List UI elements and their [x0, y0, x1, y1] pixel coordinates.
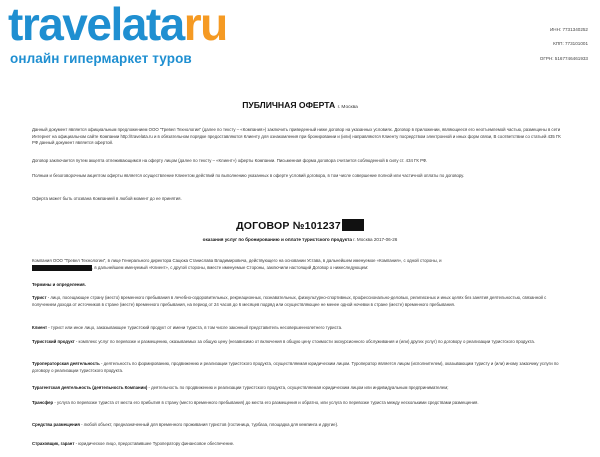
section-terms-heading: Термины и определения.: [32, 282, 86, 287]
contract-place-date: г. Москва 2017-06-26: [353, 237, 398, 242]
offer-city: г. Москва: [337, 105, 358, 110]
contract-title-text: ДОГОВОР №101237: [236, 220, 341, 232]
offer-paragraph-3: Полным и безоговорочным акцептом оферты является осуществление Клиентом действий по выполнению указанных в оферте условий договора, в том числе совершение полной или частичной оплаты по договору.: [32, 173, 465, 178]
redacted-client-name: [32, 265, 92, 271]
contract-subtitle: [0, 237, 600, 242]
term-definition: - лицо, посещающее страну (место) временного пребывания в лечебно-оздоровительных, рекреационных, познавательных, физкультурно-спортивных, профессионально-деловых, религиозных и иных целях без занятия деятельностью, связанной с получением дохода от источников в стране (месте) временного пребывания, на период от 24 часов до 6 месяцев подряд или осуществляющее не менее одной ночевки в стране (месте) временного пребывания.: [32, 295, 547, 307]
contract-parties-client: , в дальнейшем именуемый «Клиент», с другой стороны, вместе именуемые Стороны, заключили настоящий Договор о нижеследующем:: [92, 264, 369, 270]
term-tour-operator: [32, 361, 568, 374]
term-definition: - комплекс услуг по перевозке и размещению, оказываемых за общую цену (независимо от включения в общую цену стоимости экскурсионного обслуживания и (или) других услуг) по договору о реализации туристского продукта.: [74, 339, 536, 344]
term-definition: - деятельность по продвижению и реализации туристского продукта, осуществляемая юридическим лицом или индивидуальным предпринимателем;: [147, 385, 449, 390]
term-insurer: [32, 441, 568, 448]
offer-paragraph-1: Данный документ является официальным предложением ООО "Тревел Технологии" (далее по тексту – «Компания») заключить приведенный ниже договор на указанных условиях. Договор в приложении, являющееся его неотъемлемой частью, размещены в сети Интернет на официальном сайте Компании http://travelata.ru и в обязательном порядке предоставляются Клиенту для ознакомления при бронировании и (или) направляются Клиенту посредством электронной и иных форм связи, В соответствии со статьей 435 ГК РФ данный документ является офертой.: [32, 127, 561, 146]
term-name: Клиент: [32, 325, 48, 330]
term-name: Турист: [32, 295, 47, 300]
contract-parties-company: Компания ООО "Тревел Технологии", в лице Генерального директора Сацюка Станислава Владимировича, действующего на основании Устава, в дальнейшем именуемое «Компания», с одной стороны, и: [32, 258, 442, 263]
term-tour-product: [32, 339, 568, 346]
offer-title-text: ПУБЛИЧНАЯ ОФЕРТА: [242, 100, 336, 110]
term-definition: - деятельность по формированию, продвижению и реализации туристского продукта, осуществляемая юридическим лицом. Туроператор является лицом (исполнителем), оказывающим туристу и (или) иному заказчику услуги по договору о реализации туристского продукта.: [32, 361, 559, 373]
logo-brand-tld: ru: [183, 0, 227, 50]
term-transfer: [32, 400, 568, 407]
travelata-logo[interactable]: [8, 0, 227, 74]
term-accommodation: [32, 422, 568, 429]
contract-title: [0, 220, 600, 232]
company-ogrn: ОГРН: 5167746461933: [539, 56, 588, 61]
term-definition: - юридическое лицо, предоставившее Туроператору финансовое обеспечение.: [74, 441, 235, 446]
contract-subtitle-text: оказания услуг по бронированию и оплате туристского продукта: [202, 237, 352, 242]
logo-tagline: онлайн гипермаркет туров: [10, 51, 192, 66]
term-definition: - любой объект, предназначенный для временного проживания туристов (гостиница, турбаза, площадка для кемпинга и другие).: [79, 422, 339, 427]
term-name: Турагентская деятельность (деятельность Компании): [32, 385, 148, 390]
term-definition: - услуга по перевозке туриста от места его прибытия в страну (место временного пребывания) до места его размещения и обратно, или услуга по перевозке туриста между несколькими средствами размещения.: [53, 400, 479, 405]
term-client: [32, 325, 568, 332]
term-travel-agency: [32, 385, 568, 392]
offer-title: [0, 100, 600, 110]
logo-wordmark: [8, 0, 227, 50]
offer-paragraph-2: Договор заключается путем акцепта отлеживающимся на оферту лицом (далее по тексту – «Клиент») оферты Компании. Письменная форма договора считается соблюденной в силу ст. 434 ГК РФ.: [32, 158, 428, 163]
term-name: Трансфер: [32, 400, 54, 405]
term-name: Туристский продукт: [32, 339, 75, 344]
term-name: Туроператорская деятельность: [32, 361, 100, 366]
logo-brand: travelata: [8, 0, 184, 50]
term-tourist: [32, 295, 568, 308]
offer-paragraph-4: Оферта может быть отозвана Компанией в любой момент до ее принятия.: [32, 196, 182, 201]
company-inn: ИНН: 7731340252: [549, 27, 588, 32]
term-name: Средства размещения: [32, 422, 80, 427]
contract-parties: [32, 258, 568, 271]
redacted-contract-number: [342, 219, 364, 231]
term-definition: - турист или иное лицо, заказывающее туристский продукт от имени туриста, в том числе законный представитель несовершеннолетнего туриста.: [47, 325, 343, 330]
term-name: Страховщик, гарант: [32, 441, 75, 446]
company-kpp: КПП: 773101001: [553, 41, 588, 46]
